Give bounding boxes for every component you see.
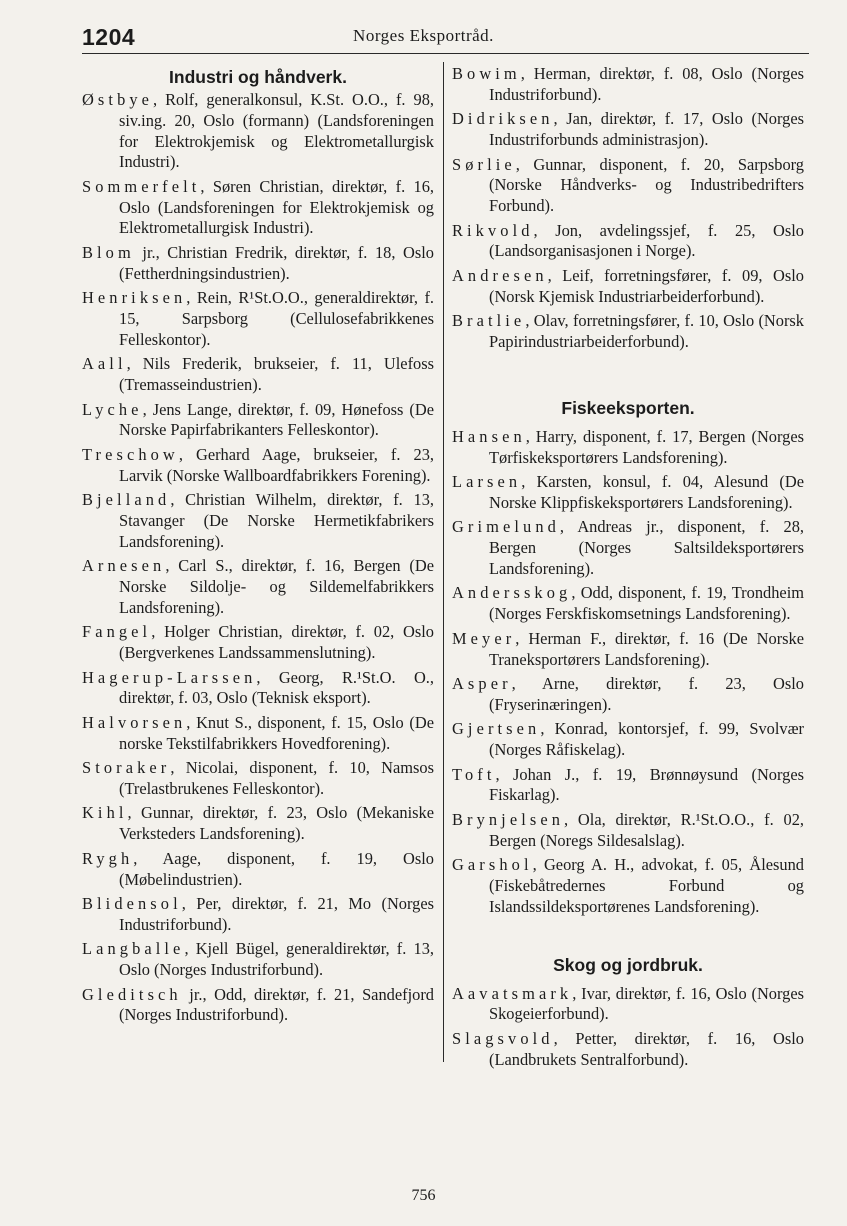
entry-surname: Blidensol — [82, 894, 182, 913]
directory-entry — [452, 1029, 804, 1071]
entry-details: , Kjell Bügel, generaldirektør, f. 13, Oslo (Norges Industriforbund). — [119, 939, 434, 980]
left-entry-list — [82, 90, 434, 1026]
entry-details: , Ola, direktør, R.¹St.O.O., f. 02, Bergen (Noregs Sildesalslag). — [489, 809, 804, 850]
fish-entry-list — [452, 427, 804, 918]
entry-surname: Aall — [82, 354, 127, 374]
entry-surname: Arnesen — [82, 556, 166, 576]
entry-surname: Sommerfelt — [82, 176, 201, 196]
directory-entry — [452, 984, 804, 1026]
directory-entry — [452, 266, 804, 308]
section-heading-fiskeeksporten: Fiskeeksporten. — [561, 397, 695, 418]
entry-details: , Petter, direktør, f. 16, Oslo (Landbrukets Sentralforbund). — [489, 1028, 804, 1069]
entry-details: , Holger Christian, direktør, f. 02, Oslo (Bergverkenes Landssammenslutning). — [119, 622, 434, 663]
directory-entry — [82, 849, 434, 891]
directory-entry — [82, 243, 434, 285]
entry-details: , Per, direktør, f. 21, Mo (Norges Industriforbund). — [119, 894, 434, 934]
directory-entry — [82, 622, 434, 664]
entry-surname: Halvorsen — [82, 712, 187, 732]
entry-surname: Bjelland — [82, 490, 171, 510]
column-divider — [443, 62, 444, 1062]
running-title: Norges Eksportråd. — [353, 26, 494, 45]
entry-details: , Arne, direktør, f. 23, Oslo (Fryserinæringen). — [489, 674, 804, 714]
entry-surname: Hagerup-Larssen — [82, 667, 257, 687]
entry-surname: Andresen — [452, 265, 548, 285]
entry-surname: Kihl — [82, 803, 128, 823]
directory-entry — [82, 354, 434, 396]
entry-surname: Fangel — [82, 622, 152, 642]
entry-details: , Ivar, direktør, f. 16, Oslo (Norges Skogeierforbund). — [489, 983, 804, 1024]
entry-details: , Johan J., f. 19, Brønnøysund (Norges Fiskarlag). — [489, 764, 804, 805]
directory-entry — [82, 668, 434, 710]
section-heading-industri: Industri og håndverk. — [169, 67, 347, 87]
directory-entry — [82, 894, 434, 936]
entry-surname: Slagsvold — [452, 1028, 554, 1048]
directory-entry — [82, 490, 434, 552]
entry-surname: Sørlie — [452, 154, 516, 174]
entry-surname: Lyche — [82, 399, 143, 419]
entry-surname: Garshol — [452, 855, 533, 875]
left-column — [82, 64, 434, 1030]
directory-entry — [452, 517, 804, 579]
entry-details: , Christian Wilhelm, direktør, f. 13, Stavanger (De Norske Hermetikfabrikers Landsforening). — [119, 490, 434, 551]
entry-details: , Nils Frederik, brukseier, f. 11, Ulefoss (Tremasseindustrien). — [119, 354, 434, 395]
entry-details: , Leif, forretningsfører, f. 09, Oslo (Norsk Kjemisk Industriarbeiderforbund). — [489, 265, 804, 306]
section-heading-skog: Skog og jordbruk. — [553, 954, 703, 975]
directory-entry — [452, 64, 804, 106]
directory-entry — [82, 288, 434, 350]
entry-details: , Olav, forretningsfører, f. 10, Oslo (Norsk Papirindustriarbeiderforbund). — [489, 311, 804, 351]
entry-details: , Georg, R.¹St.O. O., direktør, f. 03, Oslo (Teknisk eksport). — [119, 667, 434, 708]
entry-details: , Herman F., direktør, f. 16 (De Norske Traneksportørers Landsforening). — [489, 628, 804, 669]
entry-details: , Herman, direktør, f. 08, Oslo (Norges Industriforbund). — [489, 64, 804, 104]
entry-surname: Meyer — [452, 628, 516, 648]
entry-details: , Georg A. H., advokat, f. 05, Ålesund (Fiskebåtredernes Forbund og Islandssildeksportørenes Landsforening). — [489, 855, 804, 916]
directory-entry — [82, 985, 434, 1027]
entry-details: , Gunnar, disponent, f. 20, Sarpsborg (Norske Håndverks- og Industribedrifters Forbund). — [489, 154, 804, 216]
directory-entry — [452, 472, 804, 514]
entry-surname: Rikvold — [452, 220, 534, 240]
entry-surname: Østbye — [82, 90, 154, 109]
entry-details: , Andreas jr., disponent, f. 28, Bergen (Norges Saltsildeksportørers Landsforening). — [489, 517, 804, 578]
entry-details: , Konrad, kontorsjef, f. 99, Svolvær (Norges Råfiskelag). — [489, 719, 804, 760]
directory-entry — [82, 90, 434, 173]
directory-entry — [82, 400, 434, 442]
entry-surname: Henriksen — [82, 288, 187, 308]
page-number: 1204 — [82, 24, 136, 50]
entry-surname: Treschow — [82, 444, 179, 464]
entry-surname: Bratlie — [452, 311, 526, 331]
directory-entry — [452, 765, 804, 807]
entry-details: , Rein, R¹St.O.O., generaldirektør, f. 15, Sarpsborg (Cellulosefabrikkenes Felleskontor). — [119, 288, 434, 349]
directory-entry — [452, 629, 804, 671]
directory-entry — [452, 155, 804, 217]
entry-surname: Asper — [452, 674, 512, 693]
entry-details: , Knut S., disponent, f. 15, Oslo (De norske Tekstilfabrikkers Hovedforening). — [119, 712, 434, 753]
entry-details: , Odd, disponent, f. 19, Trondheim (Norges Ferskfiskomsetnings Landsforening). — [489, 583, 804, 624]
entry-details: jr., Odd, direktør, f. 21, Sandefjord (Norges Industriforbund). — [119, 984, 434, 1025]
entry-surname: Storaker — [82, 758, 171, 778]
entry-details: , Aage, disponent, f. 19, Oslo (Møbelindustrien). — [119, 848, 434, 889]
entry-details: , Harry, disponent, f. 17, Bergen (Norges Tørfiskeksportørers Landsforening). — [489, 426, 804, 467]
directory-entry — [82, 758, 434, 800]
entry-surname: Brynjelsen — [452, 809, 565, 829]
directory-entry — [82, 445, 434, 487]
directory-entry — [452, 810, 804, 852]
entry-details: , Jens Lange, direktør, f. 09, Hønefoss (De Norske Papirfabrikanters Felleskontor). — [119, 399, 434, 440]
right-entry-list-top — [452, 64, 804, 353]
entry-surname: Hansen — [452, 426, 526, 446]
directory-entry — [452, 311, 804, 353]
entry-details: , Nicolai, disponent, f. 10, Namsos (Trelastbrukenes Felleskontor). — [119, 758, 434, 798]
right-column — [452, 64, 804, 1074]
entry-surname: Bowim — [452, 64, 521, 83]
directory-entry — [452, 719, 804, 761]
directory-entry — [452, 583, 804, 625]
directory-entry — [82, 556, 434, 618]
entry-details: , Jon, avdelingssjef, f. 25, Oslo (Landsorganisasjonen i Norge). — [489, 220, 804, 261]
forest-entry-list — [452, 984, 804, 1071]
entry-surname: Gleditsch — [82, 984, 182, 1004]
entry-details: jr., Christian Fredrik, direktør, f. 18, Oslo (Fettherdningsindustrien). — [119, 242, 434, 283]
header-rule — [82, 53, 809, 54]
entry-surname: Gjertsen — [452, 719, 541, 739]
directory-entry — [452, 221, 804, 263]
directory-entry — [452, 109, 804, 151]
entry-details: , Søren Christian, direktør, f. 16, Oslo (Landsforeningen for Elektrokjemisk og Elektrometallurgisk Industri). — [119, 176, 434, 238]
directory-entry — [82, 177, 434, 239]
entry-surname: Didriksen — [452, 109, 554, 129]
entry-surname: Larsen — [452, 472, 522, 492]
entry-surname: Aavatsmark — [452, 983, 573, 1003]
directory-entry — [82, 803, 434, 845]
entry-details: , Rolf, generalkonsul, K.St. O.O., f. 98, siv.ing. 20, Oslo (formann) (Landsforeningen for Elektrokjemisk og Elektrometallurgisk Industri). — [119, 90, 434, 172]
entry-details: , Carl S., direktør, f. 16, Bergen (De Norske Sildolje- og Sildemelfabrikkers Landsforening). — [119, 556, 434, 617]
directory-entry — [452, 427, 804, 469]
entry-details: , Karsten, konsul, f. 04, Alesund (De Norske Klippfiskeksportørers Landsforening). — [489, 472, 804, 512]
footer-page-number: 756 — [411, 1187, 436, 1204]
entry-surname: Blom — [82, 242, 135, 262]
entry-details: , Jan, direktør, f. 17, Oslo (Norges Industriforbunds administrasjon). — [489, 109, 804, 150]
entry-surname: Toft — [452, 764, 496, 784]
entry-surname: Langballe — [82, 939, 185, 959]
entry-surname: Andersskog — [452, 583, 572, 603]
entry-details: , Gerhard Aage, brukseier, f. 23, Larvik (Norske Wallboardfabrikkers Forening). — [119, 444, 434, 485]
entry-surname: Grimelund — [452, 517, 560, 537]
entry-details: , Gunnar, direktør, f. 23, Oslo (Mekaniske Verksteders Landsforening). — [119, 803, 434, 844]
directory-entry — [452, 674, 804, 716]
directory-entry — [82, 713, 434, 755]
entry-surname: Rygh — [82, 848, 134, 868]
directory-entry — [452, 855, 804, 917]
directory-entry — [82, 939, 434, 981]
